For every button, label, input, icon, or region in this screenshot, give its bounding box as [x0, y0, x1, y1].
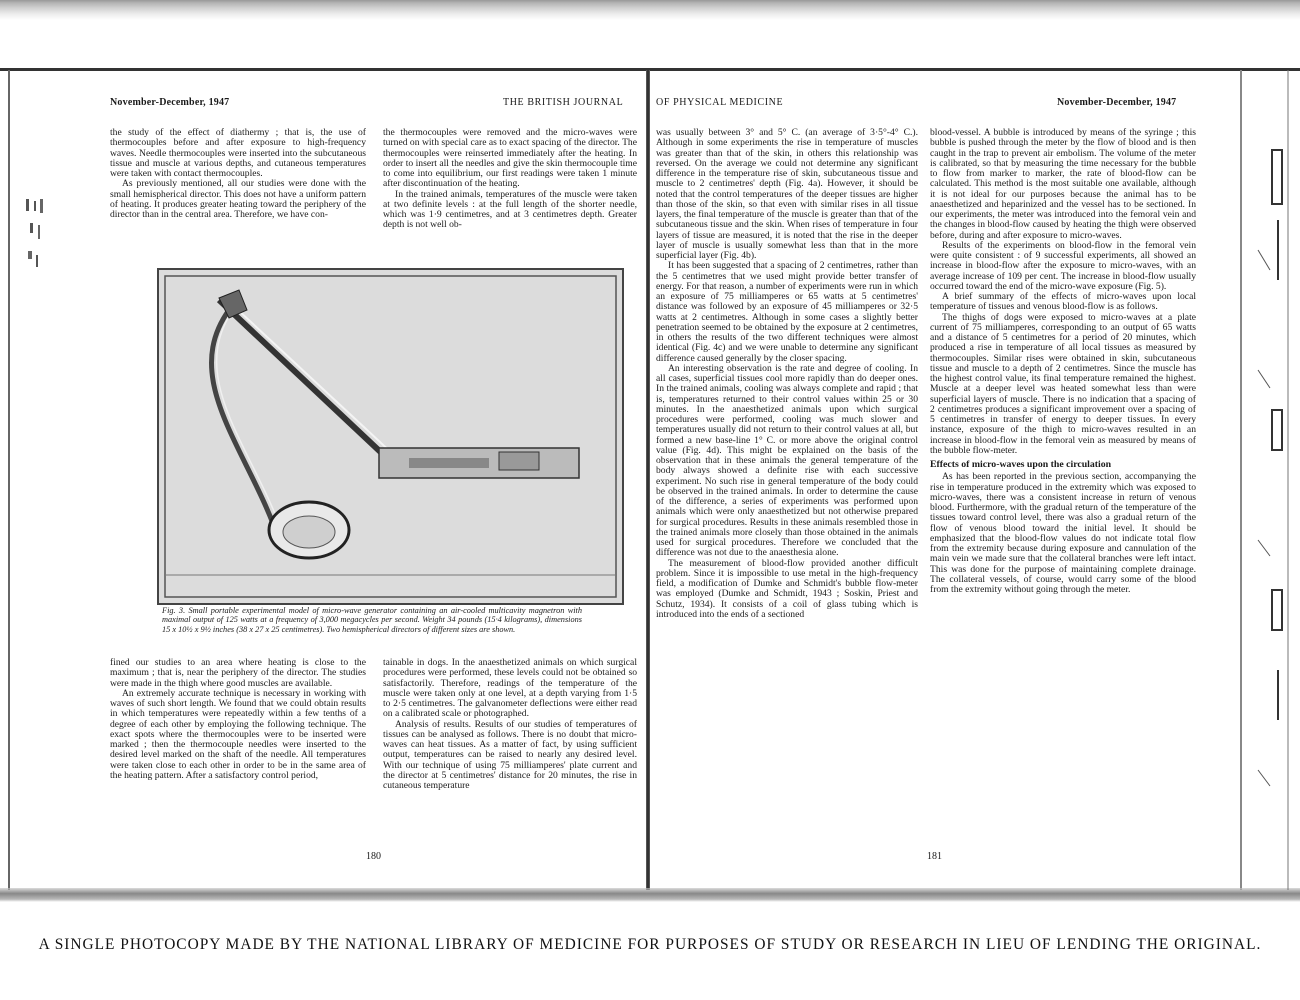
- paragraph: The thighs of dogs were exposed to micro-waves at a plate current of 75 milliamperes, corresponding to an output of 65 watts and a distance of 5 centimetres for a period of 20 minutes, which produced a rise in temperature of all local tissues as measured by thermocouples. Similar rises were obtained in skin, subcutaneous tissue and muscle to a depth of 2 centimetres. Since the muscle has the highest control value, its final temperature remained the highest. Muscle at a deeper level was heated somewhat less than were superficial layers of muscle. There is no indication that a spacing of 2 centimetres produces a significant improvement over a spacing of 5 centimetres in transfer of energy to deeper tissues. In every instance, exposure of the thigh to micro-waves resulted in an increase in blood-flow in the femoral vein as measured by means of the bubble flow-meter.: [930, 311, 1196, 456]
- left-page-edge: [8, 70, 10, 890]
- paragraph: the thermocouples were removed and the micro-waves were turned on with special care as to exact spacing of the director. The thermocouples were reinserted immediately after the heating. In order to insert all the needles and give the skin thermocouple time to come into equilibrium, our first readings were taken 1 minute after discontinuation of the heating.: [383, 128, 637, 190]
- running-head-journal-subtitle: OF PHYSICAL MEDICINE: [656, 97, 784, 108]
- paragraph: blood-vessel. A bubble is introduced by means of the syringe ; this bubble is pushed through the meter by the flow of blood and is then caught in the trap to prevent air embolism. The volume of the meter is calibrated, so that by measuring the time necessary for the bubble to flow from marker to marker, the rate of blood-flow can be calculated. This method is the most suitable one available, although it is not ideal for our purposes because the animal has to be anaesthetized and heparinized and the vessel has to be sectioned. In our experiments, the meter was introduced into the femoral vein and the changes in blood-flow caused by heating the thigh were observed before, during and after exposure to micro-waves.: [930, 128, 1196, 241]
- running-head-journal-title: THE BRITISH JOURNAL: [503, 97, 624, 108]
- scan-margin-marks: [22, 195, 52, 285]
- left-page-column-1-top: [110, 128, 366, 256]
- spread-top-edge: [0, 68, 1300, 71]
- page-number-left: 180: [366, 851, 381, 862]
- paragraph: The measurement of blood-flow provided another difficult problem. Since it is impossible to use metal in the high-frequency field, a modification of Dumke and Schmidt's bubble flow-meter was employed (Dumke and Schmidt, 1943 ; Soskin, Priest and Schutz, 1934). It consists of a coil of glass tubing which is introduced into the ends of a sectioned: [656, 557, 918, 620]
- running-head-left-date: November-December, 1947: [110, 97, 230, 108]
- left-page-column-2-bottom: [383, 658, 637, 858]
- book-gutter: [646, 70, 650, 890]
- figure-3-caption: Fig. 3. Small portable experimental model of micro-wave generator containing an air-cooled multicavity magnetron with maximal output of 125 watts at a frequency of 3,000 megacycles per second. Weight 34 pounds (15·4 kilograms), dimensions 15 x 10½ x 9½ inches (38 x 27 x 25 centimetres). Two hemispherical directors of different sizes are shown.: [162, 606, 582, 634]
- section-heading: Effects of micro-waves upon the circulation: [930, 459, 1112, 470]
- scan-edge-top: [0, 0, 1300, 20]
- left-page-column-1-bottom: [110, 658, 366, 858]
- running-head-right-date: November-December, 1947: [1057, 97, 1177, 108]
- paragraph: tainable in dogs. In the anaesthetized animals on which surgical procedures were performed, these levels could not be obtained so satisfactorily. Therefore, readings of the temperature of the muscle were taken only at one level, at a depth varying from 1·5 to 2·5 centimetres. The galvanometer deflections were either read on a calibrated scale or photographed.: [383, 658, 637, 720]
- paragraph: It has been suggested that a spacing of 2 centimetres, rather than the 5 centimetres that we used might provide better transfer of energy. For that reason, a number of experiments were run in which an exposure of 75 milliamperes or 65 watts at 5 centimetres' distance was followed by an exposure of 45 milliamperes or 32·5 watts at 2 centimetres. Although in some cases a slightly better penetration seemed to be obtained by the exposure at 2 centimetres, in others the results of the two different techniques were almost identical (Fig. 4c) and we were unable to determine any significant difference caused generally by the closer spacing.: [656, 260, 918, 364]
- paragraph: An interesting observation is the rate and degree of cooling. In all cases, superficial tissues cool more rapidly than do deeper ones. In the trained animals, cooling was always complete and rapid ; that is, temperatures returned to their control values within 25 or 30 minutes. In the anaesthetized animals upon which surgical procedures were performed, cooling was much slower and temperatures usually did not return to their control values at all, but formed a new base-line 1° C. or more above the original control value (Fig. 4d). This might be explained on the basis of the observation that in these animals the general temperature of the body always showed a definite rise with each successive experiment. No such rise in general temperature of the body could be observed in the trained animals. In order to determine the cause of the difference, a series of experiments was performed upon animals which were only anaesthetized but not otherwise prepared for surgical procedures. Results in these animals resembled those in the trained animals more closely than those obtained in the animals used for surgical procedures. Therefore we concluded that the difference was not due to the anaesthesia alone.: [656, 362, 918, 559]
- right-page-edge: [1240, 70, 1242, 890]
- scan-right-margin-artifacts: [1248, 70, 1300, 890]
- figure-3-photo-micro-wave-generator: [157, 268, 624, 605]
- generator-photo-illustration: [159, 270, 622, 603]
- paragraph: As has been reported in the previous section, accompanying the rise in temperature produced in the extremity which was exposed to micro-waves, there was a consistent increase in return of venous blood. Furthermore, with the gradual return of the temperature of the tissues toward control level, there was also a gradual return of the flow of venous blood toward the initial level. It should be emphasized that the blood-flow values do not indicate total flow from the extremity because during exposure and cannulation of the main vein we made sure that the collateral branches were left intact. This was done for the purpose of maintaining complete drainage. The collateral vessels, of course, would carry some of the blood from the extremity without going through the meter.: [930, 471, 1196, 595]
- right-page-column-2: [930, 128, 1196, 848]
- paragraph: Results of the experiments on blood-flow in the femoral vein were quite consistent : of 9 successful experiments, all showed an increase in blood-flow after the exposure to micro-waves, with an average increase of 109 per cent. The increase in blood-flow usually occurred toward the end of the micro-wave exposure (Fig. 5).: [930, 239, 1196, 292]
- paragraph: was usually between 3° and 5° C. (an average of 3·5°-4° C.). Although in some experiments the rise in temperature of muscles was greater than that of the skin, in others this relationship was reversed. On the average we could not determine any significant difference in the temperature rise of skin, subcutaneous tissue and muscle to 2 centimetres' depth (Fig. 4a). However, it should be noted that the control temperatures of the deeper tissues are higher than those of the skin, so that even with similar rises in all tissue layers, the final temperature of the muscle is greater than that of the subcutaneous tissue and the skin. When rises of temperature in four layers of tissue are measured, it is noted that the rise in the deeper layer of muscle is usually somewhat less than that in the more superficial layer (Fig. 4b).: [656, 128, 918, 261]
- paragraph: fined our studies to an area where heating is close to the maximum ; that is, near the periphery of the director. The studies were made in the thigh where good muscles are available.: [110, 658, 366, 689]
- paragraph: the study of the effect of diathermy ; that is, the use of thermocouples before and after exposure to high-frequency waves. Needle thermocouples were inserted into the subcutaneous tissue and muscle at various depths, and cutaneous temperatures were taken with contact thermocouples.: [110, 128, 366, 179]
- paragraph: In the trained animals, temperatures of the muscle were taken at two definite levels : at the full length of the shorter needle, which was 1·9 centimetres, and at 3 centimetres depth. Greater depth is not well ob-: [383, 188, 637, 231]
- spread-bottom-edge: [0, 888, 1300, 902]
- right-page-column-1: [656, 128, 918, 848]
- paragraph: An extremely accurate technique is necessary in working with waves of such short length. We found that we could obtain results in which temperatures were repeatedly within a few tenths of a degree of each other by employing the following technique. The exact spots where the thermocouples were to be inserted were marked ; then the thermocouple needles were inserted to the desired level marked on the shaft of the needle. All temperatures were taken close to each other in order to be in the same area of the heating pattern. After a satisfactory control period,: [110, 687, 366, 781]
- paragraph: As previously mentioned, all our studies were done with the small hemispherical director. This does not have a uniform pattern of heating. It produces greater heating toward the periphery of the director than in the central area. Therefore, we have con-: [110, 178, 366, 220]
- photocopy-notice-banner: A SINGLE PHOTOCOPY MADE BY THE NATIONAL LIBRARY OF MEDICINE FOR PURPOSES OF STUDY OR RESEARCH IN LIEU OF LENDING THE ORIGINAL.: [38, 936, 1262, 953]
- page-number-right: 181: [927, 851, 942, 862]
- paragraph: A brief summary of the effects of micro-waves upon local temperature of tissues and venous blood-flow is as follows.: [930, 291, 1196, 313]
- left-page-column-2-top: [383, 128, 637, 256]
- paragraph: Analysis of results. Results of our studies of temperatures of tissues can be analysed as follows. There is no doubt that micro-waves can heat tissues. As a matter of fact, by using sufficient output, temperatures can be raised to nearly any desired level. With our technique of using 75 milliamperes' plate current and the director at 5 centimetres' distance for 20 minutes, the rise in cutaneous temperature: [383, 718, 637, 791]
